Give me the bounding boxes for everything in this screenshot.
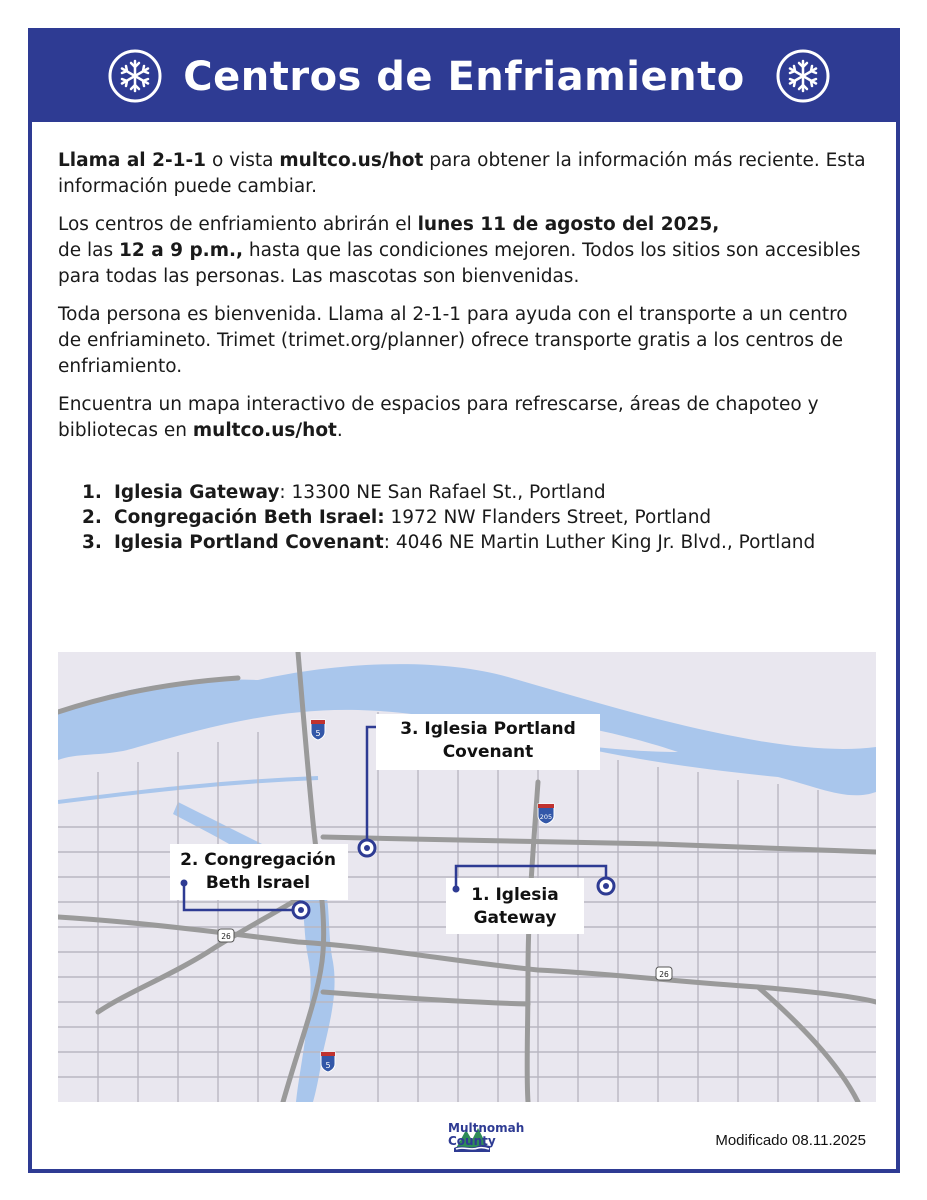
text: para obtener la información más reciente. Esta información puede cambiar.: [58, 150, 866, 197]
open-hours: 12 a 9 p.m.,: [119, 240, 244, 261]
open-date: lunes 11 de agosto del 2025,: [417, 214, 720, 235]
gateway-label: Gateway: [473, 908, 557, 928]
snowflake-icon: [775, 48, 831, 104]
location-address: 4046 NE Martin Luther King Jr. Blvd., Portland: [390, 532, 816, 553]
text: Los centros de enfriamiento abrirán el: [58, 214, 418, 235]
list-item: [82, 505, 862, 530]
i205-shield: [538, 804, 554, 824]
paragraph-call: [58, 148, 873, 200]
location-name: Iglesia Portland Covenant: [114, 532, 384, 553]
location-list: [82, 480, 862, 555]
shield-number: 5: [325, 1061, 331, 1070]
page-title: Centros de Enfriamiento: [183, 54, 745, 100]
text: Encuentra un mapa interactivo de espacios para refrescarse, áreas de chapoteo y bibliotecas en: [58, 394, 819, 441]
snowflake-icon: [107, 48, 163, 104]
logo-text: [448, 1122, 524, 1148]
text: o vista: [206, 150, 280, 171]
location-name: Iglesia Gateway: [114, 482, 280, 503]
hwy26-shield: [218, 929, 234, 942]
covenant-label: Covenant: [442, 742, 534, 762]
gateway-label: 1. Iglesia: [471, 885, 559, 905]
logo-line: Multnomah: [448, 1121, 525, 1135]
flyer-frame: [28, 28, 900, 1173]
area-map: [58, 652, 876, 1102]
i5-shield: [311, 720, 325, 740]
website-link[interactable]: multco.us/hot: [279, 150, 424, 171]
shield-number: 5: [315, 729, 321, 738]
beth-israel-label: Beth Israel: [205, 873, 311, 893]
shield-number: 26: [221, 932, 231, 941]
modified-date: Modificado 08.11.2025: [715, 1132, 866, 1149]
location-address: 13300 NE San Rafael St., Portland: [285, 482, 606, 503]
website-link[interactable]: multco.us/hot: [192, 420, 337, 441]
separator: :: [279, 482, 286, 503]
beth-israel-label: 2. Congregación: [180, 850, 336, 870]
shield-number: 205: [539, 813, 553, 821]
list-number: 1.: [82, 482, 102, 503]
text: .: [336, 420, 343, 441]
paragraph-transport: Toda persona es bienvenida. Llama al 2-1-1 para ayuda con el transporte a un centro de enfriamineto. Trimet (trimet.org/planner) ofrece transporte gratis a los centros de enfriamiento.: [58, 304, 848, 377]
intro-text: [58, 148, 873, 456]
shield-number: 26: [659, 970, 669, 979]
covenant-label: 3. Iglesia Portland: [400, 719, 576, 739]
hwy26-shield: [656, 967, 672, 980]
header-banner: [32, 32, 896, 122]
paragraph-schedule: [58, 212, 873, 290]
paragraph-map: [58, 392, 873, 444]
list-number: 3.: [82, 532, 102, 553]
text: hasta que las condiciones mejoren. Todos los sitios son accesibles para todas las personas. Las mascotas son bienvenidas.: [58, 240, 861, 287]
i5-shield: [321, 1052, 335, 1072]
list-item: [82, 480, 862, 505]
phone-number: Llama al 2-1-1: [58, 150, 207, 171]
location-name: Congregación Beth Israel:: [114, 507, 385, 528]
logo-line: County: [448, 1134, 496, 1148]
text: de las: [58, 240, 120, 261]
list-number: 2.: [82, 507, 102, 528]
location-address: 1972 NW Flanders Street, Portland: [384, 507, 712, 528]
separator: :: [383, 532, 391, 553]
list-item: [82, 530, 862, 555]
